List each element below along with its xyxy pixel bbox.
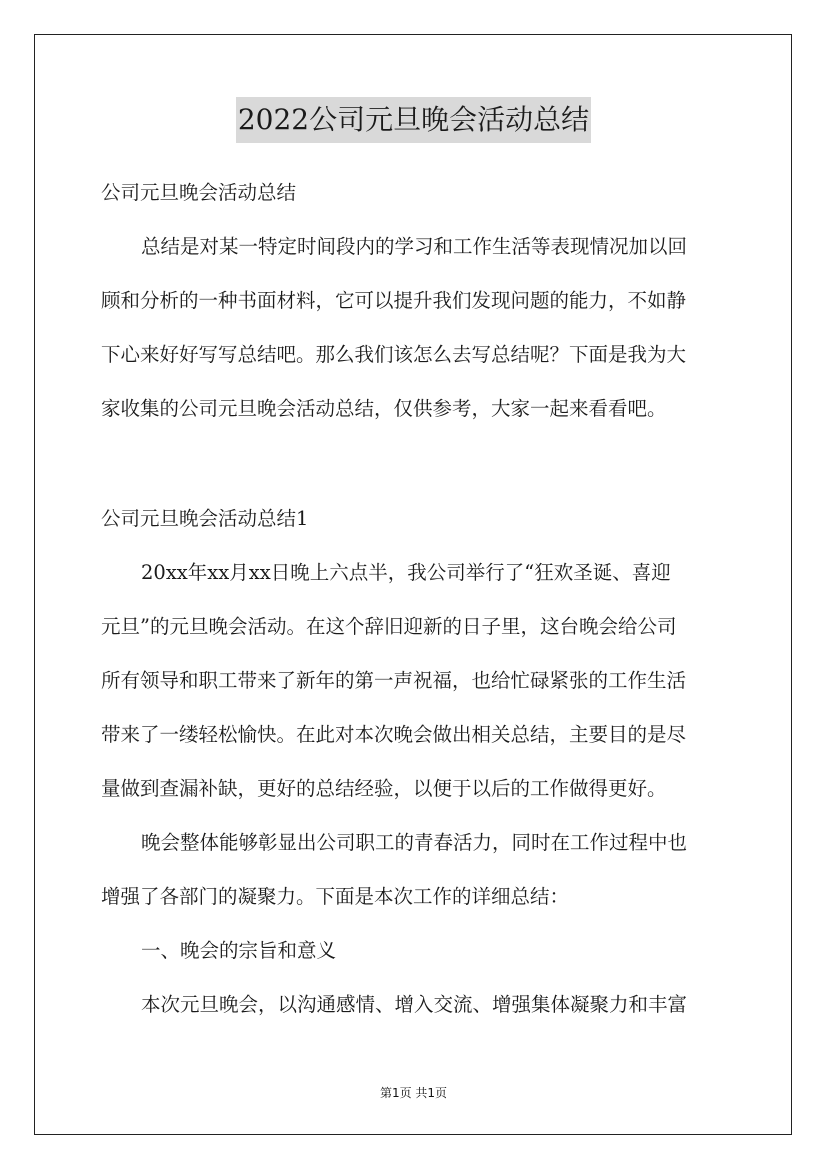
title-container: [0, 97, 827, 143]
paragraph-line: 20xx年xx月xx日晚上六点半，我公司举行了“狂欢圣诞、喜迎: [141, 561, 671, 584]
paragraph-line: 本次元旦晚会，以沟通感情、增入交流、增强集体凝聚力和丰富: [141, 993, 688, 1016]
paragraph-line: 晚会整体能够彰显出公司职工的青春活力，同时在工作过程中也: [141, 831, 688, 854]
intro-line-3: 下心来好好写写总结吧。那么我们该怎么去写总结呢？下面是我为大: [101, 343, 687, 366]
paragraph-line: 元旦”的元旦晚会活动。在这个辞旧迎新的日子里，这台晚会给公司: [101, 615, 677, 638]
subtitle: 公司元旦晚会活动总结: [101, 181, 297, 204]
page-footer: 第1页 共1页: [379, 1086, 448, 1100]
intro-line-1: 总结是对某一特定时间段内的学习和工作生活等表现情况加以回: [141, 235, 688, 258]
paragraph-line: 量做到查漏补缺，更好的总结经验，以便于以后的工作做得更好。: [101, 777, 667, 800]
intro-line-2: 顾和分析的一种书面材料，它可以提升我们发现问题的能力，不如静: [101, 289, 687, 312]
section-heading: 公司元旦晚会活动总结1: [101, 507, 309, 530]
document-title: 2022公司元旦晚会活动总结: [236, 97, 591, 143]
paragraph-line: 带来了一缕轻松愉快。在此对本次晚会做出相关总结，主要目的是尽: [101, 723, 687, 746]
intro-line-4: 家收集的公司元旦晚会活动总结，仅供参考，大家一起来看看吧。: [101, 397, 667, 420]
paragraph-line: 所有领导和职工带来了新年的第一声祝福，也给忙碌紧张的工作生活: [101, 669, 687, 692]
paragraph-line: 增强了各部门的凝聚力。下面是本次工作的详细总结：: [101, 885, 570, 908]
subsection-heading: 一、晚会的宗旨和意义: [141, 939, 337, 962]
